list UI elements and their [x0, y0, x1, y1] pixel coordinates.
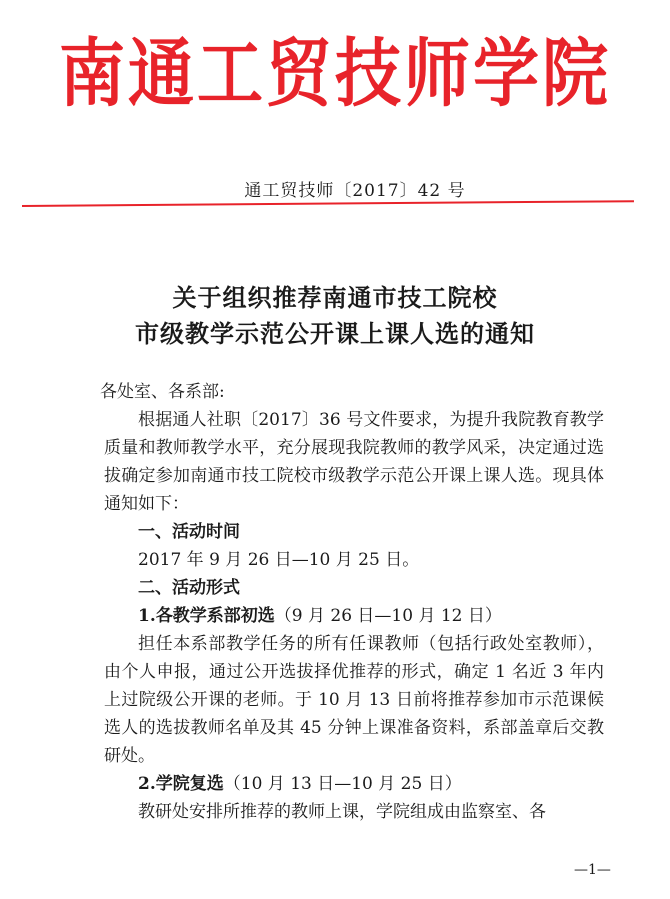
subsection-1-dates: （9 月 26 日—10 月 12 日）	[274, 606, 502, 626]
letterhead-divider	[22, 200, 634, 207]
intro-paragraph: 根据通人社职〔2017〕36 号文件要求，为提升我院教育教学质量和教师教学水平，充分展现我院教师的教学风采，决定通过选拔确定参加南通市技工院校市级教学示范公开课上课人选。现具体通知如下：	[104, 410, 604, 514]
salutation: 各处室、各系部:	[100, 382, 225, 402]
subsection-1-heading: 1.各教学系部初选	[138, 606, 275, 626]
section-2-heading: 二、活动形式	[138, 578, 240, 598]
letterhead-title: 南通工贸技师学院	[59, 29, 611, 117]
document-body	[100, 378, 604, 826]
section-1-heading: 一、活动时间	[138, 522, 240, 542]
page-number: —1—	[574, 862, 611, 878]
subsection-2-dates: （10 月 13 日—10 月 25 日）	[223, 774, 462, 794]
document-title-line-1: 关于组织推荐南通市技工院校	[172, 283, 498, 312]
subsection-2-heading: 2.学院复选	[138, 774, 224, 794]
subsection-1-text: 担任本系部教学任务的所有任课教师（包括行政处室教师），由个人申报，通过公开选拔择优推荐的形式，确定 1 名近 3 年内上过院级公开课的老师。于 10 月 13 日前将推荐参加市示范课候选人的选拔教师名单及其 45 分钟上课准备资料，系部盖章后交教研处。	[104, 634, 604, 766]
section-1-text: 2017 年 9 月 26 日—10 月 25 日。	[138, 550, 420, 570]
subsection-1-line	[104, 602, 604, 630]
subsection-2-text: 教研处安排所推荐的教师上课，学院组成由监察室、各	[138, 802, 546, 822]
document-title-line-2: 市级教学示范公开课上课人选的通知	[135, 319, 535, 348]
document-number: 通工贸技师〔2017〕42 号	[244, 181, 466, 201]
subsection-2-line	[104, 770, 604, 798]
